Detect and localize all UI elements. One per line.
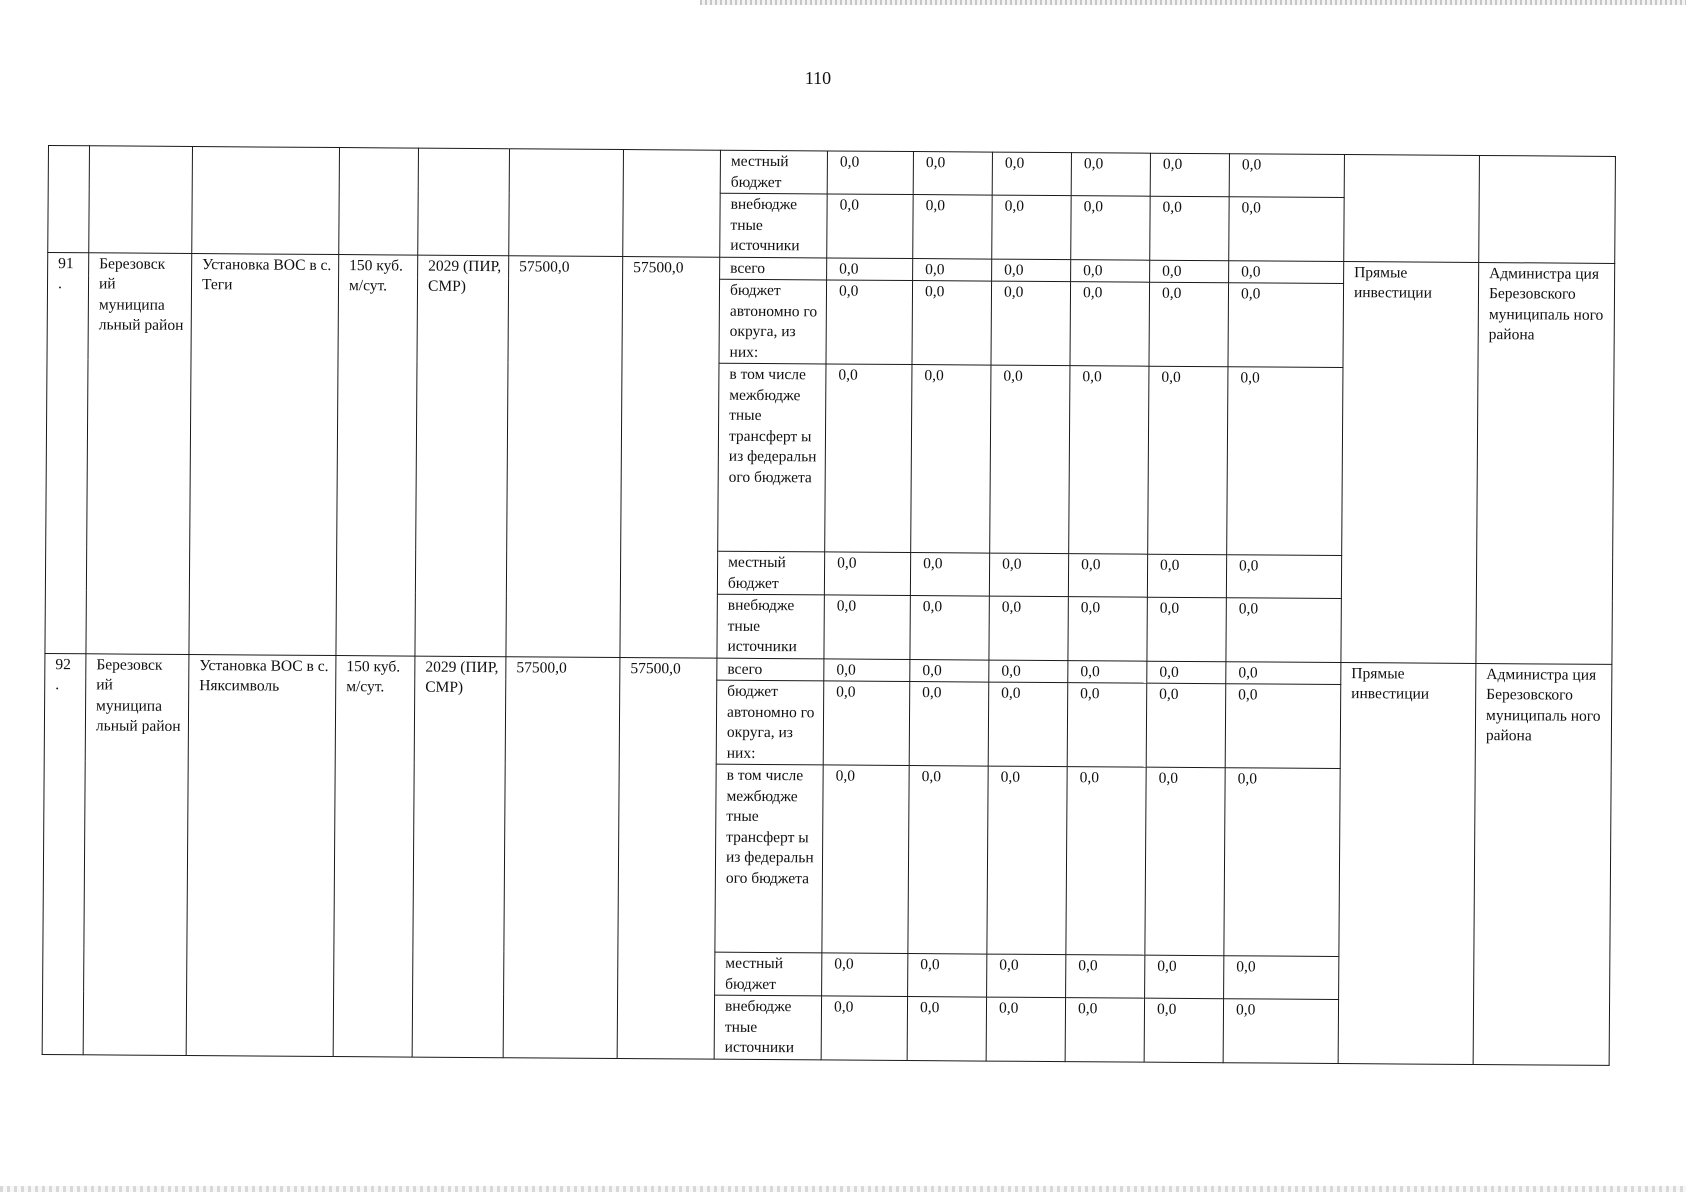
value-cell: 0,0 [1144,998,1223,1062]
cost-total-cell: 57500,0 [506,255,623,657]
value-cell: 0,0 [1226,555,1341,599]
value-cell: 0,0 [990,365,1070,554]
value-cell: 0,0 [1150,196,1229,260]
value-cell: 0,0 [987,766,1067,955]
value-cell: 0,0 [913,258,992,281]
responsible-cell: Администра ция Березовского муниципаль ного района [1476,262,1615,664]
entry-number [42,653,86,1054]
value-cell: 0,0 [827,257,913,280]
value-cell: 0,0 [991,281,1071,366]
table-row [48,146,1615,200]
investment-table [42,145,1616,1065]
empty-cell [1479,155,1616,262]
value-cell: 0,0 [821,996,907,1060]
empty-cell [509,149,624,256]
period-cell: 2029 (ПИР, СМР) [412,656,506,1058]
page-number: 110 [804,68,832,88]
value-cell: 0,0 [907,997,986,1061]
empty-cell [192,147,340,255]
value-cell: 0,0 [1071,153,1150,197]
value-cell: 0,0 [824,658,910,681]
value-cell: 0,0 [1147,661,1226,684]
value-cell: 0,0 [988,682,1068,767]
mechanism-cell: Прямые инвестиции [1341,261,1479,663]
value-cell: 0,0 [1147,554,1226,598]
value-cell: 0,0 [823,681,910,766]
value-cell: 0,0 [1146,683,1226,768]
period-cell: 2029 (ПИР, СМР) [415,255,509,657]
value-cell: 0,0 [1145,955,1224,999]
value-cell: 0,0 [908,766,988,955]
value-cell: 0,0 [912,281,992,366]
value-cell: 0,0 [1066,767,1146,956]
responsible-cell: Администра ция Березовского муниципаль ного района [1473,663,1612,1065]
value-cell: 0,0 [1068,597,1147,661]
value-cell: 0,0 [913,195,992,259]
value-cell: 0,0 [1071,196,1150,260]
value-cell: 0,0 [1225,684,1341,769]
value-cell: 0,0 [1150,153,1229,197]
value-cell: 0,0 [1067,683,1147,768]
funding-source-label: внебюдже тные источники [717,594,824,658]
value-cell: 0,0 [992,259,1071,282]
empty-cell [623,150,721,257]
value-cell: 0,0 [1226,598,1341,662]
value-cell: 0,0 [1069,366,1149,555]
cost-total-cell: 57500,0 [503,656,620,1058]
value-cell: 0,0 [824,595,910,659]
value-cell: 0,0 [1145,767,1225,956]
entry-number-dot: . [55,676,60,694]
scan-edge-top [700,0,1686,5]
value-cell: 0,0 [1223,999,1338,1063]
funding-source-label: местный бюджет [715,952,822,996]
value-cell: 0,0 [989,660,1068,683]
empty-cell [89,146,193,253]
object-cell: Установка ВОС в с. Теги [189,253,339,655]
value-cell: 0,0 [910,596,989,660]
value-cell: 0,0 [913,152,992,196]
entry-number [45,252,89,653]
value-cell: 0,0 [1150,260,1229,283]
value-cell: 0,0 [1229,260,1344,283]
funding-source-label: внебюдже тные источники [720,193,827,257]
value-cell: 0,0 [826,280,913,365]
cost-remaining-cell: 57500,0 [617,657,717,1059]
funding-source-label: в том числе межбюдже тные трансферт ы из федеральн ого бюджета [715,764,823,953]
value-cell: 0,0 [909,682,989,767]
value-cell: 0,0 [1227,367,1343,556]
value-cell: 0,0 [1071,259,1150,282]
value-cell: 0,0 [1226,661,1341,684]
value-cell: 0,0 [910,553,989,597]
funding-source-label: всего [717,658,824,681]
value-cell: 0,0 [910,659,989,682]
value-cell: 0,0 [822,765,909,954]
funding-source-label: местный бюджет [720,150,827,194]
empty-cell [418,148,510,255]
value-cell: 0,0 [1229,197,1344,261]
funding-source-label: бюджет автономно го округа, из них: [719,279,827,364]
value-cell: 0,0 [1224,956,1339,1000]
capacity-cell: 150 куб. м/сут. [336,254,418,656]
value-cell: 0,0 [987,954,1066,998]
value-cell: 0,0 [827,194,913,258]
empty-cell [339,148,419,255]
value-cell: 0,0 [911,365,991,554]
value-cell: 0,0 [1065,998,1144,1062]
value-cell: 0,0 [1066,955,1145,999]
object-cell: Установка ВОС в с. Няксимволь [186,654,336,1056]
cost-remaining-cell: 57500,0 [620,256,720,658]
value-cell: 0,0 [822,953,908,997]
value-cell: 0,0 [827,151,913,195]
value-cell: 0,0 [1229,154,1344,198]
empty-cell [1344,155,1480,262]
capacity-cell: 150 куб. м/сут. [333,655,415,1057]
entry-number-dot: . [57,275,62,293]
scan-edge-bottom [0,1186,1686,1192]
entry-number-value: 92 [55,655,71,673]
table-body [42,146,1615,1065]
value-cell: 0,0 [992,195,1071,259]
value-cell: 0,0 [908,954,987,998]
empty-cell [48,146,90,253]
value-cell: 0,0 [1228,283,1344,368]
value-cell: 0,0 [1147,597,1226,661]
funding-source-label: бюджет автономно го округа, из них: [716,680,824,765]
funding-source-label: внебюдже тные источники [714,995,821,1059]
value-cell: 0,0 [1224,768,1340,957]
value-cell: 0,0 [989,596,1068,660]
value-cell: 0,0 [824,552,910,596]
value-cell: 0,0 [1070,282,1150,367]
value-cell: 0,0 [1068,554,1147,598]
value-cell: 0,0 [1149,282,1229,367]
district-cell: Березовск ий муниципа льный район [86,252,192,654]
funding-source-label: в том числе межбюдже тные трансферт ы из федеральн ого бюджета [718,363,826,552]
value-cell: 0,0 [992,152,1071,196]
funding-source-label: местный бюджет [717,551,824,595]
value-cell: 0,0 [1148,366,1228,555]
entry-number-value: 91 [58,254,74,272]
funding-source-label: всего [720,257,827,280]
value-cell: 0,0 [1068,660,1147,683]
value-cell: 0,0 [986,997,1065,1061]
mechanism-cell: Прямые инвестиции [1338,662,1476,1064]
district-cell: Березовск ий муниципа льный район [83,653,189,1055]
value-cell: 0,0 [989,553,1068,597]
value-cell: 0,0 [825,364,912,553]
